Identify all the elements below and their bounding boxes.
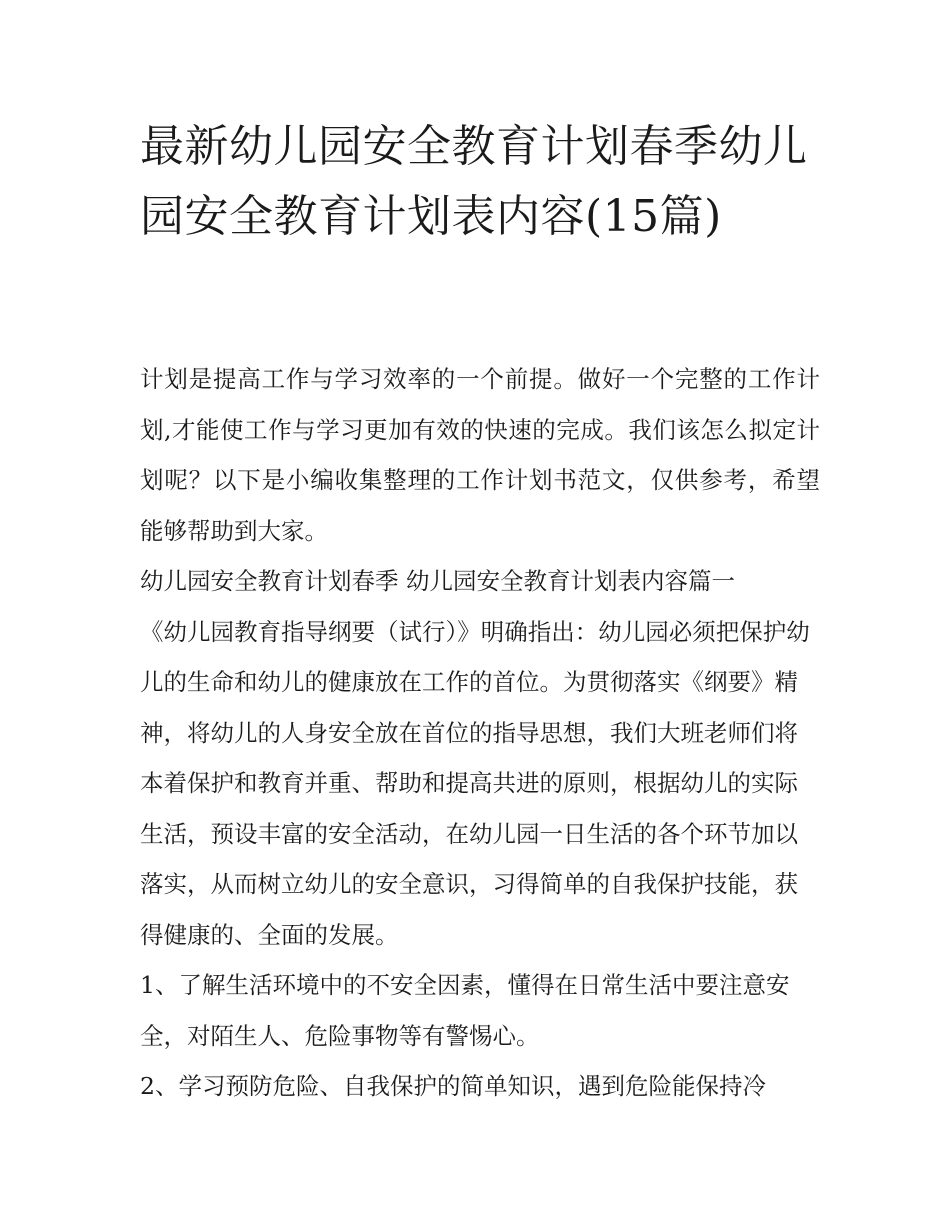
body-paragraph: 《幼儿园教育指导纲要（试行）》明确指出：幼儿园必须把保护幼儿的生命和幼儿的健康放在工作的首位。为贯彻落实《纲要》精神，将幼儿的人身安全放在首位的指导思想，我们大班老师们将本着保护和教育并重、帮助和提高共进的原则，根据幼儿的实际生活，预设丰富的安全活动，在幼儿园一日生活的各个环节加以落实，从而树立幼儿的安全意识，习得简单的自我保护技能，获得健康的、全面的发展。: [140, 617, 810, 949]
document-body: [140, 354, 820, 1112]
section-heading: 幼儿园安全教育计划春季 幼儿园安全教育计划表内容篇一: [140, 567, 735, 595]
list-item-1: 1、了解生活环境中的不安全因素，懂得在日常生活中要注意安全，对陌生人、危险事物等有警惕心。: [140, 971, 790, 1050]
list-item-2: 2、学习预防危险、自我保护的简单知识，遇到危险能保持冷: [140, 1072, 766, 1100]
document-title: 最新幼儿园安全教育计划春季幼儿园安全教育计划表内容(15篇): [140, 121, 808, 242]
intro-paragraph: 计划是提高工作与学习效率的一个前提。做好一个完整的工作计划,才能使工作与学习更加有效的快速的完成。我们该怎么拟定计划呢？以下是小编收集整理的工作计划书范文，仅供参考，希望能够帮助到大家。: [140, 365, 820, 545]
